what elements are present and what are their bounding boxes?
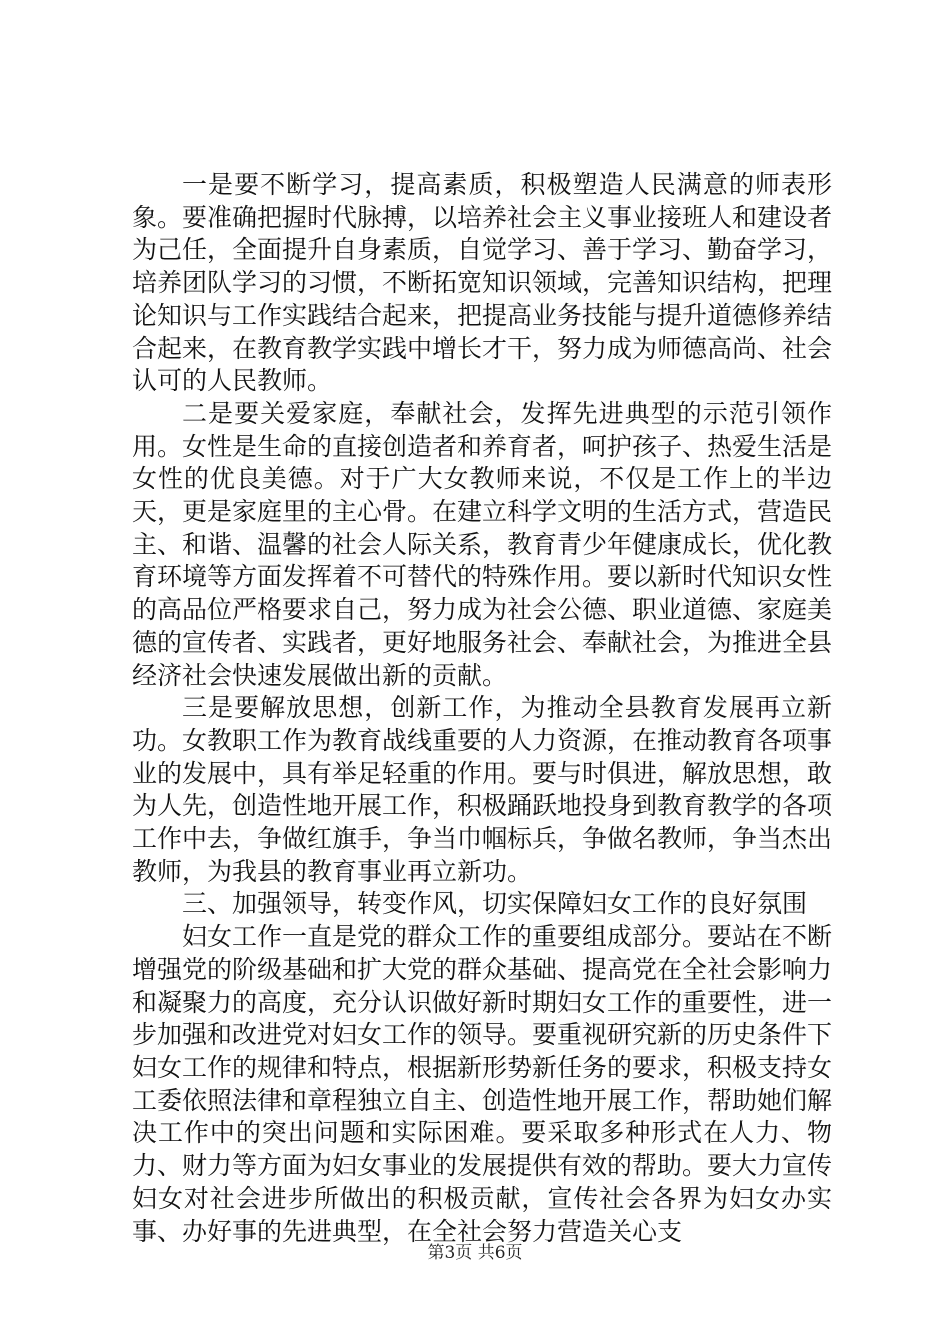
section-heading: 三、加强领导，转变作风，切实保障妇女工作的良好氛围	[182, 889, 808, 919]
paragraph-innovation: 三是要解放思想，创新工作，为推动全县教育发展再立新功。女教职工作为教育战线重要的人力资源，在推动教育各项事业的发展中，具有举足轻重的作用。要与时俱进，解放思想，敢为人先，创造性地开展工作，积极踊跃地投身到教育教学的各项工作中去，争做红旗手，争当巾帼标兵，争做名教师，争当杰出教师，为我县的教育事业再立新功。	[132, 693, 833, 886]
paragraph-study: 一是要不断学习，提高素质，积极塑造人民满意的师表形象。要准确把握时代脉搏，以培养社会主义事业接班人和建设者为己任，全面提升自身素质，自觉学习、善于学习、勤奋学习，培养团队学习的习惯，不断拓宽知识领域，完善知识结构，把理论知识与工作实践结合起来，把提高业务技能与提升道德修养结合起来，在教育教学实践中增长才干，努力成为师德高尚、社会认可的人民教师。	[132, 170, 833, 396]
page-number-footer: 第3页 共6页	[427, 1243, 523, 1263]
paragraph-leadership: 妇女工作一直是党的群众工作的重要组成部分。要站在不断增强党的阶级基础和扩大党的群众基础、提高党在全社会影响力和凝聚力的高度，充分认识做好新时期妇女工作的重要性，进一步加强和改进党对妇女工作的领导。要重视研究新的历史条件下妇女工作的规律和特点，根据新形势新任务的要求，积极支持女工委依照法律和章程独立自主、创造性地开展工作，帮助她们解决工作中的突出问题和实际困难。要采取多种形式在人力、物力、财力等方面为妇女事业的发展提供有效的帮助。要大力宣传妇女对社会进步所做出的积极贡献，宣传社会各界为妇女办实事、办好事的先进典型，在全社会努力营造关心支	[132, 922, 833, 1246]
paragraph-family: 二是要关爱家庭，奉献社会，发挥先进典型的示范引领作用。女性是生命的直接创造者和养育者，呵护孩子、热爱生活是女性的优良美德。对于广大女教师来说，不仅是工作上的半边天，更是家庭里的主心骨。在建立科学文明的生活方式，营造民主、和谐、温馨的社会人际关系，教育青少年健康成长，优化教育环境等方面发挥着不可替代的特殊作用。要以新时代知识女性的高品位严格要求自己，努力成为社会公德、职业道德、家庭美德的宣传者、实践者，更好地服务社会、奉献社会，为推进全县经济社会快速发展做出新的贡献。	[132, 398, 833, 690]
document-body	[132, 169, 832, 1248]
